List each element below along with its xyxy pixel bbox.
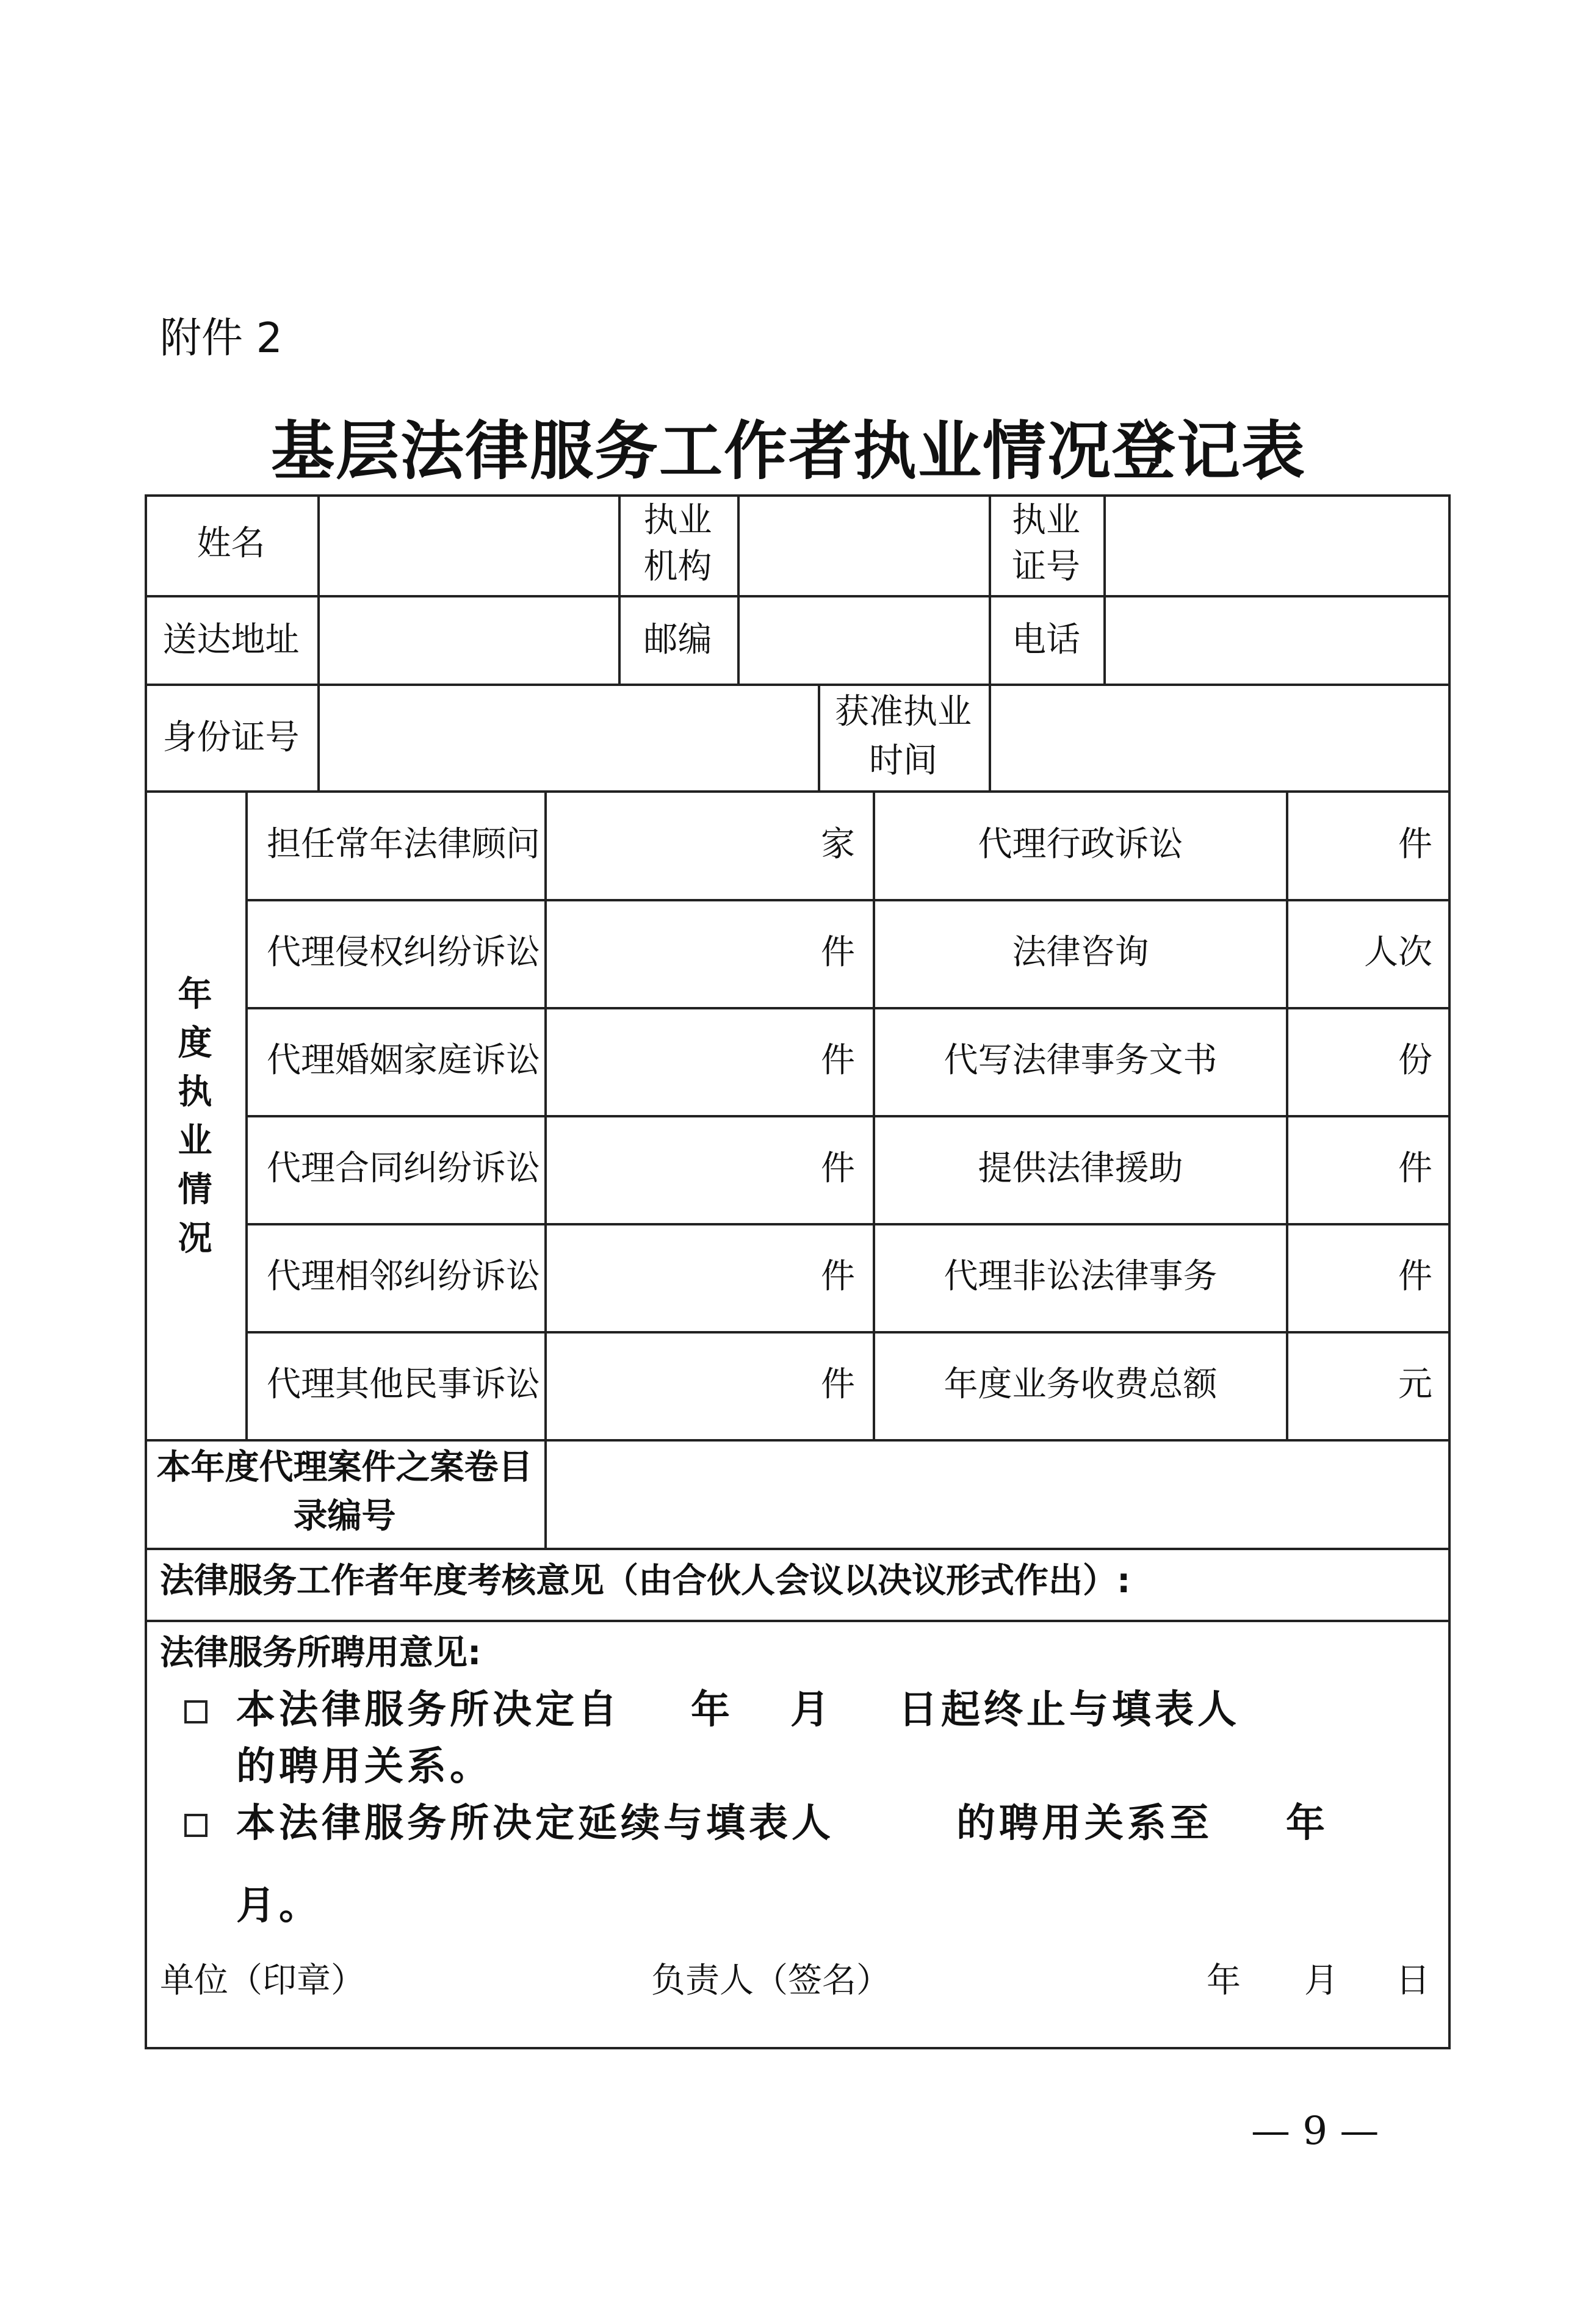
cert-label-line1: 执业 [1012, 500, 1080, 540]
annual-row-3-right-unit: 份 [1398, 1041, 1432, 1080]
row-divider [245, 1007, 1451, 1009]
annual-row-5-right-unit: 件 [1398, 1257, 1432, 1296]
id-number-value-cell[interactable] [320, 686, 818, 790]
annual-row-5-right-label: 代理非讼法律事务 [944, 1257, 1218, 1296]
cert-label-line2: 证号 [1012, 547, 1080, 586]
col-divider [245, 790, 248, 1439]
sign-day: 日 [1396, 1961, 1430, 2001]
page-title: 基层法律服务工作者执业情况登记表 [270, 413, 1306, 488]
option1-line [184, 1683, 208, 1738]
phone-value-cell[interactable] [1106, 597, 1448, 684]
option1-year: 年 [691, 1687, 734, 1733]
option1-text-c: 的聘用关系。 [236, 1744, 493, 1789]
postcode-value-cell[interactable] [740, 597, 989, 684]
option1-text-b: 日起终止与填表人 [898, 1687, 1240, 1733]
row-divider [245, 1223, 1451, 1225]
case-index-label-line2: 录编号 [293, 1496, 396, 1536]
postcode-label: 邮编 [643, 620, 712, 660]
col-divider [873, 790, 875, 1439]
address-value-cell[interactable] [320, 597, 618, 684]
name-label: 姓名 [197, 524, 265, 563]
row-divider [145, 790, 1451, 793]
form-border-bottom [145, 2047, 1451, 2049]
phone-label: 电话 [1012, 620, 1080, 660]
org-label-line2: 机构 [643, 547, 712, 586]
annual-row-4-left-label: 代理合同纠纷诉讼 [267, 1149, 540, 1188]
annex-label: 附件 2 [160, 314, 283, 363]
sign-month: 月 [1304, 1961, 1338, 2001]
annual-row-5-left-unit: 件 [821, 1257, 855, 1296]
responsible-person-label: 负责人（签名） [651, 1961, 890, 2001]
annual-row-1-right-label: 代理行政诉讼 [978, 825, 1183, 864]
approve-label-line1: 获准执业 [835, 692, 972, 732]
annual-row-4-right-unit: 件 [1398, 1149, 1432, 1188]
col-divider [1286, 790, 1288, 1439]
option2-text-b: 的聘用关系至 [956, 1801, 1213, 1846]
annual-row-1-left-label: 担任常年法律顾问 [267, 825, 540, 864]
option2-year: 年 [1286, 1801, 1329, 1846]
sign-year: 年 [1207, 1961, 1241, 2001]
form-border-right [1448, 494, 1451, 2049]
annual-row-1-right-unit: 件 [1398, 825, 1432, 864]
row-divider [145, 1548, 1451, 1550]
row-divider [245, 1115, 1451, 1117]
annual-row-5-left-label: 代理相邻纠纷诉讼 [267, 1257, 540, 1296]
org-value-cell[interactable] [740, 497, 989, 595]
annual-row-2-left-label: 代理侵权纠纷诉讼 [267, 933, 540, 972]
option2-checkbox[interactable] [184, 1814, 208, 1837]
annual-row-2-right-label: 法律咨询 [1012, 933, 1149, 972]
annual-row-2-right-unit: 人次 [1364, 933, 1432, 972]
annual-row-4-left-unit: 件 [821, 1149, 855, 1188]
approve-value-cell[interactable] [991, 686, 1448, 790]
option1-text-a: 本法律服务所决定自 [236, 1687, 621, 1733]
row-divider [145, 1620, 1451, 1622]
option2-text-a: 本法律服务所决定延续与填表人 [236, 1801, 834, 1846]
approve-label-line2: 时间 [869, 741, 937, 781]
unit-seal-label: 单位（印章） [160, 1961, 365, 2001]
annual-row-6-right-label: 年度业务收费总额 [944, 1365, 1218, 1404]
option1-checkbox[interactable] [184, 1700, 208, 1723]
annual-row-3-left-label: 代理婚姻家庭诉讼 [267, 1041, 540, 1080]
annual-row-6-left-label: 代理其他民事诉讼 [267, 1365, 540, 1404]
option2-text-c: 月。 [236, 1883, 322, 1929]
page-number: — 9 — [1251, 2109, 1379, 2154]
option1-month: 月 [790, 1687, 833, 1733]
annual-row-3-right-label: 代写法律事务文书 [944, 1041, 1218, 1080]
address-label: 送达地址 [162, 620, 300, 660]
annual-label-text: 年度执业情况 [178, 975, 212, 1258]
annual-row-4-right-label: 提供法律援助 [978, 1149, 1183, 1188]
cert-value-cell[interactable] [1106, 497, 1448, 595]
case-index-label-line1: 本年度代理案件之案卷目 [156, 1448, 533, 1487]
assessment-label: 法律服务工作者年度考核意见（由合伙人会议以决议形式作出）: [160, 1561, 1131, 1601]
row-divider [245, 899, 1451, 901]
annual-row-6-right-unit: 元 [1398, 1365, 1432, 1404]
id-number-label: 身份证号 [162, 718, 300, 757]
annual-row-1-left-unit: 家 [821, 825, 855, 864]
annual-section-label [145, 970, 245, 1263]
annual-row-6-left-unit: 件 [821, 1365, 855, 1404]
option2-line [184, 1796, 208, 1851]
org-label-line1: 执业 [643, 500, 712, 540]
registration-form [145, 494, 1451, 2049]
annual-row-3-left-unit: 件 [821, 1041, 855, 1080]
employment-label: 法律服务所聘用意见: [160, 1633, 482, 1673]
row-divider [245, 1331, 1451, 1333]
annual-row-2-left-unit: 件 [821, 933, 855, 972]
case-index-value-cell[interactable] [547, 1442, 1448, 1548]
name-value-cell[interactable] [320, 497, 618, 595]
